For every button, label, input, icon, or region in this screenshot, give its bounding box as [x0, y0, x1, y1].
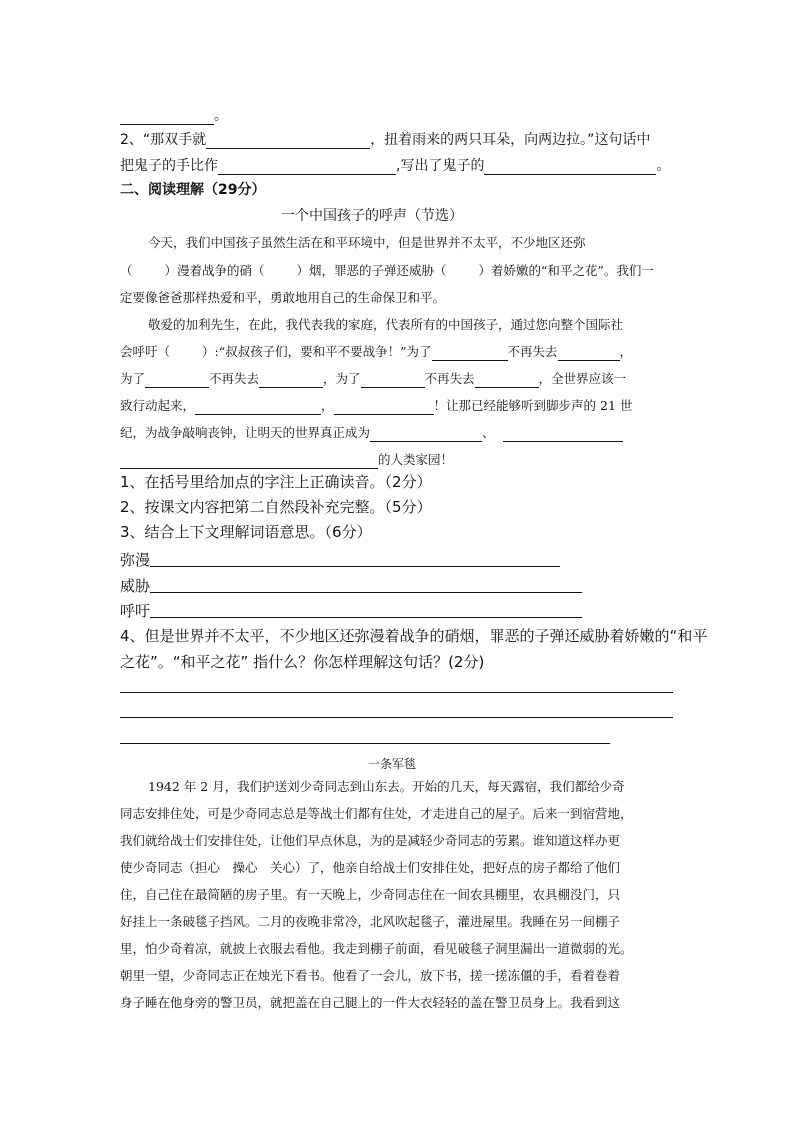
- question-4-line-2: 之花”。“和平之花” 指什么？你怎样理解这句话？(2分): [120, 653, 485, 671]
- passage-line: 朝里一望，少奇同志正在烛光下看书。他看了一会儿，放下书，搓一搓冻僵的手，看着卷着: [120, 968, 621, 983]
- passage-title: 一个中国孩子的呼声（节选）: [281, 208, 463, 224]
- answer-line[interactable]: [120, 717, 673, 718]
- passage-line: 好挂上一条破毯子挡风。二月的夜晚非常冷，北风吹起毯子，灌进屋里。我睡在另一间棚子: [120, 914, 621, 929]
- question-1: 1、在括号里给加点的字注上正确读音。（2分）: [120, 473, 432, 491]
- passage-title: 一条军毯: [368, 757, 417, 771]
- passage-line: 今天，我们中国孩子虽然生活在和平环境中，但是世界并不太平，不少地区还弥: [148, 235, 586, 250]
- answer-line[interactable]: [150, 592, 582, 593]
- passage-line: 的人类家园！: [120, 451, 453, 469]
- blank-line[interactable]: [558, 346, 620, 361]
- question-3: 3、结合上下文理解词语意思。（6分）: [120, 523, 372, 541]
- passage-line: 纪，为战争敲响丧钟，让明天的世界真正成为 、: [120, 424, 623, 442]
- blank-line[interactable]: [503, 427, 623, 442]
- answer-line[interactable]: [120, 692, 673, 693]
- blank-line[interactable]: [145, 373, 209, 388]
- passage-line: 致行动起来， ， ！让那已经能够听到脚步声的 21 世: [120, 398, 633, 413]
- question-4-line-1: 4、但是世界并不太平，不少地区还弥漫着战争的硝烟，罪恶的子弹还威胁着娇嫩的“和平: [120, 627, 708, 645]
- blank-line[interactable]: [370, 427, 482, 442]
- blank-line[interactable]: [206, 134, 370, 149]
- word-label: 威胁: [120, 577, 151, 595]
- section-heading: 二、阅读理解（29分）: [120, 182, 266, 198]
- word-label: 呼吁: [120, 602, 151, 620]
- blank-line[interactable]: [259, 373, 323, 388]
- question-2-line-1: 2、“那双手就 ，扭着雨来的两只耳朵，向两边拉。”这句话中: [120, 132, 651, 148]
- passage-line: 我们就给战士们安排住处，让他们早点休息，为的是减轻少奇同志的劳累。谁知道这样办更: [120, 833, 621, 848]
- answer-line-0: 。: [120, 107, 228, 125]
- blank-line[interactable]: [361, 373, 425, 388]
- passage-line: 1942 年 2 月，我们护送刘少奇同志到山东去。开始的几天，每天露宿，我们都给少奇: [148, 779, 625, 794]
- passage-line: 身子睡在他身旁的警卫员，就把盖在自己腿上的一件大衣轻轻的盖在警卫员身上。我看到这: [120, 995, 621, 1010]
- blank-line[interactable]: [484, 160, 656, 175]
- passage-line: 住，自己住在最简陋的房子里。有一天晚上，少奇同志住在一间农具棚里，农具棚没门，只: [120, 887, 621, 902]
- blank-line[interactable]: [120, 110, 214, 125]
- passage-line: （ ）漫着战争的硝（ ）烟，罪恶的子弹还威胁（ ）着娇嫩的“和平之花”。我们一: [120, 263, 654, 278]
- blank-line[interactable]: [195, 400, 321, 415]
- blank-line[interactable]: [218, 160, 396, 175]
- blank-line[interactable]: [120, 454, 378, 469]
- passage-line: 同志安排住处，可是少奇同志总是等战士们都有住处，才走进自己的屋子。后来一到宿营地，: [120, 806, 633, 821]
- question-2-line-2: 把鬼子的手比作 ,写出了鬼子的 。: [120, 158, 671, 174]
- passage-line: 里，怕少奇着凉，就披上衣服去看他。我走到棚子前面，看见破毯子洞里漏出一道微弱的光。: [120, 941, 633, 956]
- answer-line[interactable]: [120, 743, 610, 744]
- blank-line[interactable]: [432, 346, 508, 361]
- word-label: 弥漫: [120, 551, 151, 569]
- passage-line: 定要像爸爸那样热爱和平，勇敢地用自己的生命保卫和平。: [120, 290, 446, 305]
- answer-line[interactable]: [150, 617, 582, 618]
- passage-line: 敬爱的加利先生，在此，我代表我的家庭，代表所有的中国孩子，通过您向整个国际社: [148, 317, 624, 332]
- answer-line[interactable]: [150, 566, 560, 567]
- blank-line[interactable]: [475, 373, 539, 388]
- passage-line: 使少奇同志（担心 操心 关心）了，他亲自给战士们安排住处，把好点的房子都给了他们: [120, 860, 621, 875]
- blank-line[interactable]: [334, 400, 434, 415]
- passage-line: 会呼吁（ ）:“叔叔孩子们，要和平不要战争！”为了 不再失去 ，: [120, 344, 633, 359]
- question-2: 2、按课文内容把第二自然段补充完整。（5分）: [120, 498, 432, 516]
- passage-line: 为了 不再失去 ，为了 不再失去 ，全世界应该一: [120, 371, 627, 386]
